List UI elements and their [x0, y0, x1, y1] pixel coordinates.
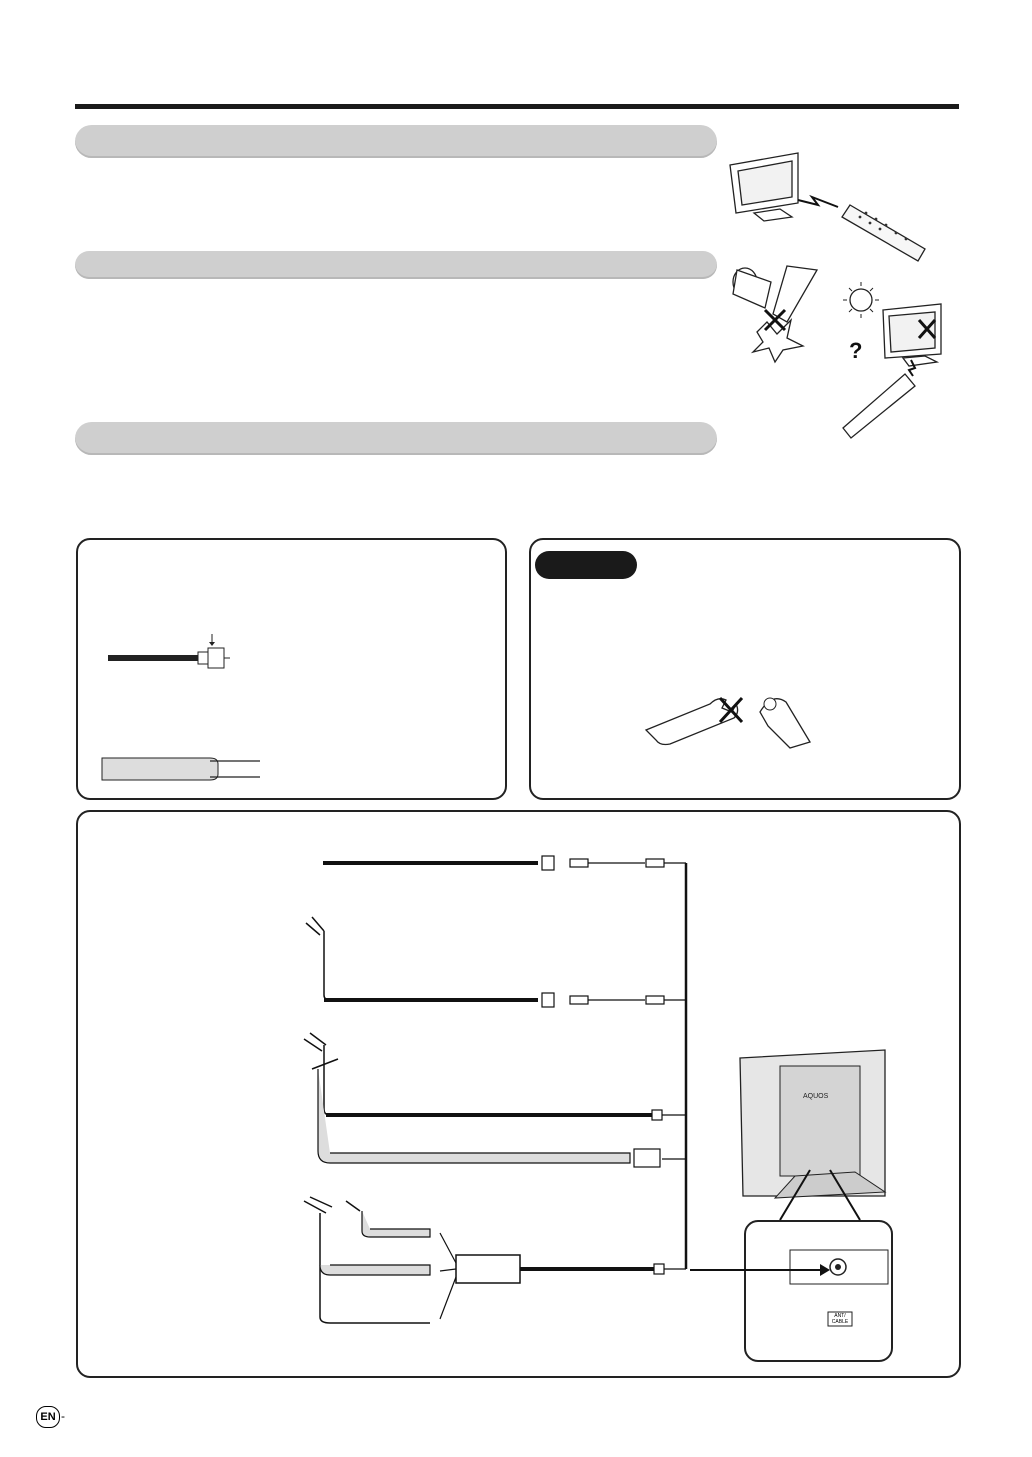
ant-cable-label: ANT/ CABLE [831, 1313, 849, 1325]
top-rule [75, 104, 959, 109]
tv-remote-illustration [720, 145, 940, 270]
svg-text:?: ? [849, 338, 863, 363]
language-badge: EN [36, 1406, 60, 1428]
antenna-connection-diagram [290, 845, 710, 1345]
section-heading-bar-1 [75, 125, 717, 158]
page-separator: - [61, 1409, 65, 1423]
remote-caution-illustration [725, 262, 955, 447]
section-heading-bar-2 [75, 251, 717, 279]
tv-brand-text: AQUOS [803, 1093, 829, 1100]
wrench-warning-illustration [640, 682, 820, 757]
caution-label-pill [535, 551, 637, 579]
cable-types-illustration [100, 630, 280, 790]
section-heading-bar-3 [75, 422, 717, 455]
connection-arrow [680, 1160, 800, 1280]
